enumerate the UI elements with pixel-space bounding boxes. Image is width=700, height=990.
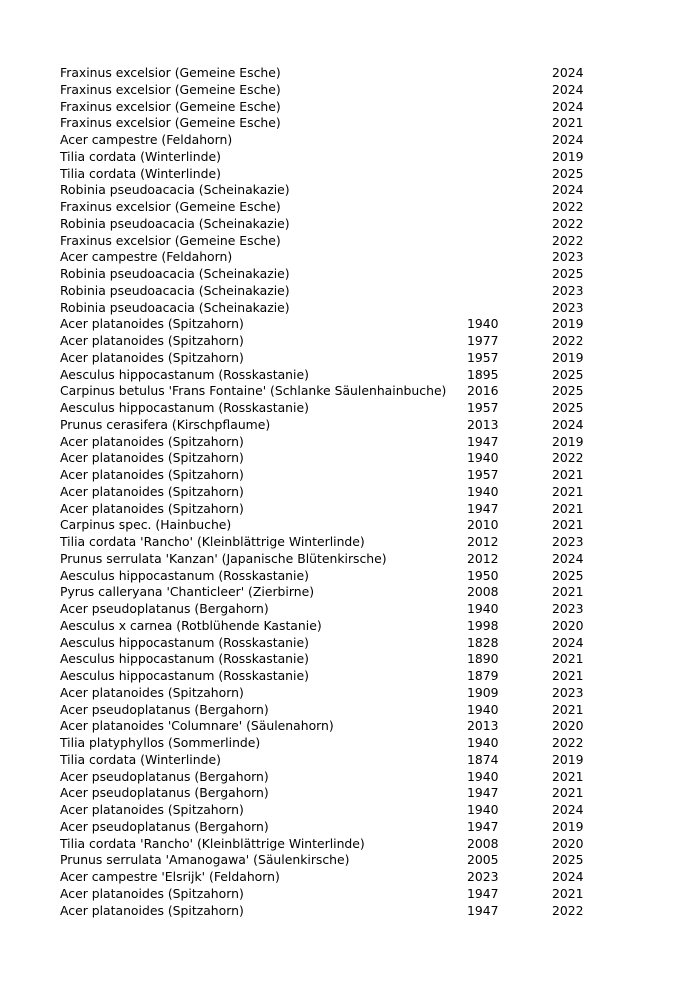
species-cell: Acer platanoides (Spitzahorn) xyxy=(60,467,244,482)
species-cell: Acer pseudoplatanus (Bergahorn) xyxy=(60,785,269,801)
year-cell: 2022 xyxy=(552,902,584,918)
planting-year-cell: 1957 xyxy=(467,400,499,415)
year-cell: 2024 xyxy=(552,132,584,147)
year-cell: 2020 xyxy=(552,835,584,851)
planting-year-cell: 2016 xyxy=(467,383,499,399)
species-cell: Prunus serrulata 'Kanzan' (Japanische Blütenkirsche) xyxy=(60,550,387,566)
table-row xyxy=(60,752,600,769)
planting-year-cell: 1998 xyxy=(467,617,499,633)
year-cell: 2022 xyxy=(552,232,584,248)
species-cell: Acer platanoides (Spitzahorn) xyxy=(60,902,244,918)
year-cell: 2024 xyxy=(552,182,584,198)
table-row xyxy=(60,702,600,719)
species-cell: Acer platanoides (Spitzahorn) xyxy=(60,500,244,516)
species-cell: Tilia cordata 'Rancho' (Kleinblättrige Winterlinde) xyxy=(60,835,365,851)
planting-year-cell: 2012 xyxy=(467,534,499,549)
table-row xyxy=(60,182,600,199)
species-cell: Acer pseudoplatanus (Bergahorn) xyxy=(60,601,269,616)
year-cell: 2021 xyxy=(552,885,584,901)
planting-year-cell: 2008 xyxy=(467,584,499,600)
table-row xyxy=(60,551,600,568)
table-row xyxy=(60,785,600,802)
table-row xyxy=(60,484,600,501)
table-row xyxy=(60,132,600,149)
year-cell: 2023 xyxy=(552,601,584,616)
table-row xyxy=(60,685,600,702)
species-cell: Robinia pseudoacacia (Scheinakazie) xyxy=(60,299,290,315)
species-cell: Aesculus hippocastanum (Rosskastanie) xyxy=(60,668,309,683)
table-row xyxy=(60,568,600,585)
year-cell: 2022 xyxy=(552,215,584,231)
year-cell: 2021 xyxy=(552,467,584,482)
table-row xyxy=(60,517,600,534)
planting-year-cell: 2005 xyxy=(467,852,499,868)
species-cell: Acer pseudoplatanus (Bergahorn) xyxy=(60,768,269,784)
species-cell: Aesculus hippocastanum (Rosskastanie) xyxy=(60,651,309,667)
planting-year-cell: 1940 xyxy=(467,701,499,717)
table-row xyxy=(60,819,600,836)
table-row xyxy=(60,249,600,266)
year-cell: 2020 xyxy=(552,617,584,633)
species-cell: Pyrus calleryana 'Chanticleer' (Zierbirne) xyxy=(60,584,315,600)
table-row xyxy=(60,836,600,853)
planting-year-cell: 1947 xyxy=(467,500,499,516)
planting-year-cell: 1977 xyxy=(467,333,499,348)
year-cell: 2023 xyxy=(552,299,584,315)
year-cell: 2019 xyxy=(552,433,584,449)
table-row xyxy=(60,903,600,920)
planting-year-cell: 1940 xyxy=(467,450,499,466)
species-cell: Carpinus betulus 'Frans Fontaine' (Schlanke Säulenhainbuche) xyxy=(60,383,447,399)
species-cell: Fraxinus excelsior (Gemeine Esche) xyxy=(60,199,281,214)
planting-year-cell: 2013 xyxy=(467,416,499,432)
year-cell: 2025 xyxy=(552,366,584,382)
table-row xyxy=(60,65,600,82)
planting-year-cell: 1940 xyxy=(467,483,499,499)
planting-year-cell: 1909 xyxy=(467,684,499,700)
species-cell: Aesculus hippocastanum (Rosskastanie) xyxy=(60,567,309,583)
year-cell: 2024 xyxy=(552,81,584,97)
planting-year-cell: 1950 xyxy=(467,567,499,583)
planting-year-cell: 1940 xyxy=(467,802,499,817)
planting-year-cell: 1947 xyxy=(467,433,499,449)
year-cell: 2021 xyxy=(552,785,584,801)
planting-year-cell: 1940 xyxy=(467,768,499,784)
year-cell: 2024 xyxy=(552,869,584,884)
table-row xyxy=(60,886,600,903)
table-row xyxy=(60,534,600,551)
species-cell: Prunus cerasifera (Kirschpflaume) xyxy=(60,416,271,432)
year-cell: 2021 xyxy=(552,500,584,516)
species-cell: Tilia cordata (Winterlinde) xyxy=(60,148,221,164)
planting-year-cell: 2012 xyxy=(467,550,499,566)
table-row xyxy=(60,266,600,283)
species-cell: Robinia pseudoacacia (Scheinakazie) xyxy=(60,266,290,281)
year-cell: 2024 xyxy=(552,65,584,80)
planting-year-cell: 1957 xyxy=(467,349,499,365)
year-cell: 2022 xyxy=(552,735,584,750)
planting-year-cell: 1940 xyxy=(467,601,499,616)
planting-year-cell: 2023 xyxy=(467,869,499,884)
table-row xyxy=(60,149,600,166)
year-cell: 2019 xyxy=(552,751,584,767)
species-cell: Tilia cordata (Winterlinde) xyxy=(60,165,221,181)
table-row xyxy=(60,417,600,434)
table-row xyxy=(60,115,600,132)
year-cell: 2025 xyxy=(552,567,584,583)
planting-year-cell: 1947 xyxy=(467,785,499,801)
year-cell: 2021 xyxy=(552,483,584,499)
year-cell: 2019 xyxy=(552,316,584,332)
year-cell: 2025 xyxy=(552,165,584,181)
table-row xyxy=(60,467,600,484)
table-row xyxy=(60,434,600,451)
table-row xyxy=(60,450,600,467)
year-cell: 2023 xyxy=(552,249,584,265)
year-cell: 2023 xyxy=(552,282,584,298)
table-row xyxy=(60,651,600,668)
year-cell: 2022 xyxy=(552,450,584,466)
species-cell: Aesculus x carnea (Rotblühende Kastanie) xyxy=(60,617,322,633)
species-cell: Aesculus hippocastanum (Rosskastanie) xyxy=(60,400,309,415)
planting-year-cell: 1940 xyxy=(467,735,499,750)
table-row xyxy=(60,852,600,869)
table-row xyxy=(60,367,600,384)
year-cell: 2025 xyxy=(552,852,584,868)
year-cell: 2021 xyxy=(552,701,584,717)
table-row xyxy=(60,735,600,752)
year-cell: 2021 xyxy=(552,584,584,600)
species-cell: Fraxinus excelsior (Gemeine Esche) xyxy=(60,65,281,80)
species-cell: Robinia pseudoacacia (Scheinakazie) xyxy=(60,282,290,298)
species-cell: Robinia pseudoacacia (Scheinakazie) xyxy=(60,182,290,198)
year-cell: 2023 xyxy=(552,534,584,549)
tree-table xyxy=(60,65,600,919)
planting-year-cell: 1947 xyxy=(467,818,499,834)
table-row xyxy=(60,316,600,333)
species-cell: Acer platanoides (Spitzahorn) xyxy=(60,684,244,700)
species-cell: Acer campestre (Feldahorn) xyxy=(60,249,233,265)
species-cell: Acer platanoides 'Columnare' (Säulenahorn) xyxy=(60,718,334,734)
year-cell: 2024 xyxy=(552,98,584,114)
table-row xyxy=(60,668,600,685)
year-cell: 2021 xyxy=(552,115,584,131)
year-cell: 2020 xyxy=(552,718,584,734)
table-row xyxy=(60,233,600,250)
species-cell: Acer platanoides (Spitzahorn) xyxy=(60,433,244,449)
species-cell: Acer pseudoplatanus (Bergahorn) xyxy=(60,818,269,834)
year-cell: 2021 xyxy=(552,517,584,533)
table-row xyxy=(60,501,600,518)
species-cell: Carpinus spec. (Hainbuche) xyxy=(60,517,232,533)
year-cell: 2019 xyxy=(552,148,584,164)
species-cell: Tilia cordata 'Rancho' (Kleinblättrige Winterlinde) xyxy=(60,534,365,549)
planting-year-cell: 1947 xyxy=(467,885,499,901)
year-cell: 2021 xyxy=(552,668,584,683)
planting-year-cell: 1874 xyxy=(467,751,499,767)
table-row xyxy=(60,584,600,601)
table-row xyxy=(60,350,600,367)
table-row xyxy=(60,216,600,233)
species-cell: Acer platanoides (Spitzahorn) xyxy=(60,450,244,466)
table-row xyxy=(60,283,600,300)
species-cell: Acer platanoides (Spitzahorn) xyxy=(60,483,244,499)
planting-year-cell: 1940 xyxy=(467,316,499,332)
year-cell: 2023 xyxy=(552,684,584,700)
species-cell: Aesculus hippocastanum (Rosskastanie) xyxy=(60,366,309,382)
planting-year-cell: 2013 xyxy=(467,718,499,734)
year-cell: 2021 xyxy=(552,651,584,667)
table-row xyxy=(60,166,600,183)
table-row xyxy=(60,635,600,652)
year-cell: 2022 xyxy=(552,333,584,348)
table-row xyxy=(60,400,600,417)
year-cell: 2019 xyxy=(552,349,584,365)
species-cell: Tilia cordata (Winterlinde) xyxy=(60,751,221,767)
planting-year-cell: 2008 xyxy=(467,835,499,851)
species-cell: Robinia pseudoacacia (Scheinakazie) xyxy=(60,215,290,231)
planting-year-cell: 1957 xyxy=(467,467,499,482)
year-cell: 2025 xyxy=(552,400,584,415)
year-cell: 2025 xyxy=(552,383,584,399)
table-row xyxy=(60,333,600,350)
year-cell: 2024 xyxy=(552,802,584,817)
year-cell: 2019 xyxy=(552,818,584,834)
table-row xyxy=(60,99,600,116)
planting-year-cell: 1879 xyxy=(467,668,499,683)
table-row xyxy=(60,383,600,400)
table-row xyxy=(60,869,600,886)
species-cell: Fraxinus excelsior (Gemeine Esche) xyxy=(60,98,281,114)
year-cell: 2024 xyxy=(552,416,584,432)
species-cell: Acer platanoides (Spitzahorn) xyxy=(60,802,244,817)
table-row xyxy=(60,718,600,735)
planting-year-cell: 2010 xyxy=(467,517,499,533)
table-row xyxy=(60,601,600,618)
table-row xyxy=(60,769,600,786)
species-cell: Acer platanoides (Spitzahorn) xyxy=(60,333,244,348)
table-row xyxy=(60,300,600,317)
species-cell: Fraxinus excelsior (Gemeine Esche) xyxy=(60,232,281,248)
species-cell: Prunus serrulata 'Amanogawa' (Säulenkirsche) xyxy=(60,852,350,868)
species-cell: Acer platanoides (Spitzahorn) xyxy=(60,316,244,332)
table-row xyxy=(60,82,600,99)
planting-year-cell: 1947 xyxy=(467,902,499,918)
planting-year-cell: 1890 xyxy=(467,651,499,667)
year-cell: 2025 xyxy=(552,266,584,281)
species-cell: Acer platanoides (Spitzahorn) xyxy=(60,885,244,901)
year-cell: 2022 xyxy=(552,199,584,214)
planting-year-cell: 1895 xyxy=(467,366,499,382)
table-row xyxy=(60,618,600,635)
species-cell: Aesculus hippocastanum (Rosskastanie) xyxy=(60,634,309,650)
year-cell: 2021 xyxy=(552,768,584,784)
planting-year-cell: 1828 xyxy=(467,634,499,650)
year-cell: 2024 xyxy=(552,550,584,566)
species-cell: Fraxinus excelsior (Gemeine Esche) xyxy=(60,81,281,97)
year-cell: 2024 xyxy=(552,634,584,650)
table-row xyxy=(60,802,600,819)
species-cell: Acer platanoides (Spitzahorn) xyxy=(60,349,244,365)
species-cell: Acer pseudoplatanus (Bergahorn) xyxy=(60,701,269,717)
species-cell: Fraxinus excelsior (Gemeine Esche) xyxy=(60,115,281,131)
species-cell: Tilia platyphyllos (Sommerlinde) xyxy=(60,735,261,750)
table-row xyxy=(60,199,600,216)
species-cell: Acer campestre 'Elsrijk' (Feldahorn) xyxy=(60,869,280,884)
species-cell: Acer campestre (Feldahorn) xyxy=(60,132,233,147)
